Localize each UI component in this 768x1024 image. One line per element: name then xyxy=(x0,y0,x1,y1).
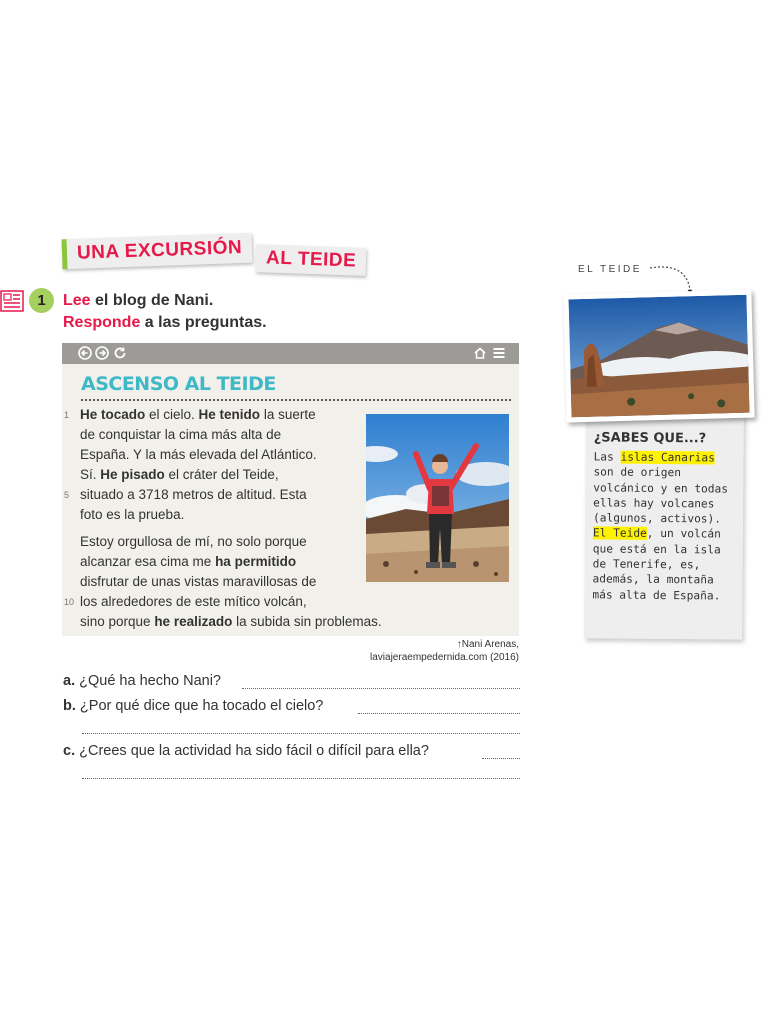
blog-line xyxy=(80,552,296,572)
question-letter: c. xyxy=(63,743,76,759)
line-number: 5 xyxy=(64,490,70,500)
blog-text-fragment: la suerte xyxy=(260,407,316,422)
blog-line xyxy=(80,592,307,612)
blog-text-fragment: situado a 3718 metros de altitud. Esta xyxy=(80,487,307,502)
blog-photo xyxy=(366,414,509,582)
answer-line-c[interactable] xyxy=(482,758,520,759)
blog-line xyxy=(80,465,279,485)
question-text: ¿Qué ha hecho Nani? xyxy=(79,673,221,689)
box-text-fragment: son de origen volcánico y en todas ellas hay volcanes (algunos, activos). xyxy=(593,465,729,526)
line-number: 10 xyxy=(64,597,75,607)
blog-text-fragment: Estoy orgullosa de mí, no solo porque xyxy=(80,534,307,549)
highlighted-verb: ha permitido xyxy=(215,554,297,569)
reading-activity-icon xyxy=(0,289,24,313)
blog-text-fragment: el cráter del Teide, xyxy=(164,467,279,482)
did-you-know-box xyxy=(584,412,744,639)
highlighted-verb: He tenido xyxy=(198,407,261,422)
answer-line-b[interactable] xyxy=(358,713,520,714)
heading-divider xyxy=(81,399,511,401)
instruction-verb-read: Lee xyxy=(63,292,91,309)
box-text-fragment: , un volcán que está en la isla de Tenerife, es, además, la montaña más alta de España. xyxy=(592,527,721,603)
line-number: 1 xyxy=(64,410,70,420)
instruction-verb-answer: Responde xyxy=(63,314,141,331)
arrow-up-icon: ↑ xyxy=(456,639,462,650)
blog-line xyxy=(80,425,281,445)
blog-line xyxy=(80,485,307,505)
question-letter: b. xyxy=(63,698,76,714)
blog-text-fragment: alcanzar esa cima me xyxy=(80,554,216,569)
box-text xyxy=(592,449,741,603)
instruction-text-answer: a las preguntas. xyxy=(140,314,267,331)
blog-text-fragment: de conquistar la cima más alta de xyxy=(80,427,282,442)
blog-text-fragment: los alrededores de este mítico volcán, xyxy=(80,594,307,609)
arrow-right-icon xyxy=(95,346,109,360)
blog-line xyxy=(80,505,184,525)
question-b xyxy=(63,698,323,714)
question-text: ¿Por qué dice que ha tocado el cielo? xyxy=(79,698,324,714)
blog-text-fragment: España. Y la más elevada del Atlántico. xyxy=(80,447,317,462)
answer-line-b2[interactable] xyxy=(82,733,520,734)
credit-source: laviajeraempedernida.com (2016) xyxy=(370,652,519,663)
blog-credit xyxy=(300,638,519,664)
answer-line-c2[interactable] xyxy=(82,778,520,779)
blog-line xyxy=(80,445,317,465)
question-letter: a. xyxy=(63,673,76,689)
blog-text-fragment: Sí. xyxy=(80,467,101,482)
title-banner-part2 xyxy=(256,244,367,276)
blog-text-fragment: el cielo. xyxy=(145,407,199,422)
highlighted-verb: He tocado xyxy=(80,407,146,422)
menu-icon xyxy=(492,346,506,360)
question-a xyxy=(63,673,221,689)
title-text-part1: UNA EXCURSIÓN xyxy=(76,237,243,264)
title-text-part2: AL TEIDE xyxy=(265,247,357,272)
blog-line xyxy=(80,572,316,592)
blog-text-fragment: foto es la prueba. xyxy=(80,507,185,522)
title-banner-part1 xyxy=(62,233,253,270)
highlighted-term: El Teide xyxy=(592,526,647,541)
blog-line xyxy=(80,405,316,425)
browser-toolbar xyxy=(62,343,519,364)
blog-text-fragment: la subida sin problemas. xyxy=(232,614,382,629)
activity-instructions xyxy=(63,290,267,334)
blog-line xyxy=(80,612,382,632)
arrow-left-icon xyxy=(78,346,92,360)
credit-author: Nani Arenas, xyxy=(461,639,519,650)
question-c xyxy=(63,743,429,759)
box-text-fragment: Las xyxy=(593,450,621,464)
highlighted-verb: he realizado xyxy=(154,614,233,629)
teide-photo xyxy=(563,290,754,423)
box-title: ¿SABES QUE...? xyxy=(593,430,707,447)
question-text: ¿Crees que la actividad ha sido fácil o difícil para ella? xyxy=(79,743,429,759)
highlighted-verb: He pisado xyxy=(100,467,165,482)
blog-text-fragment: sino porque xyxy=(80,614,155,629)
instruction-text-read: el blog de Nani. xyxy=(90,292,214,309)
blog-line xyxy=(80,532,307,552)
blog-panel xyxy=(62,343,519,636)
photo-caption: EL TEIDE xyxy=(578,264,642,275)
blog-heading: ASCENSO AL TEIDE xyxy=(81,373,276,395)
answer-line-a[interactable] xyxy=(242,688,520,689)
reload-icon xyxy=(113,346,127,360)
home-icon xyxy=(473,346,487,360)
blog-text-fragment: disfrutar de unas vistas maravillosas de xyxy=(80,574,317,589)
highlighted-term: islas Canarias xyxy=(620,450,715,465)
activity-number: 1 xyxy=(29,288,54,313)
